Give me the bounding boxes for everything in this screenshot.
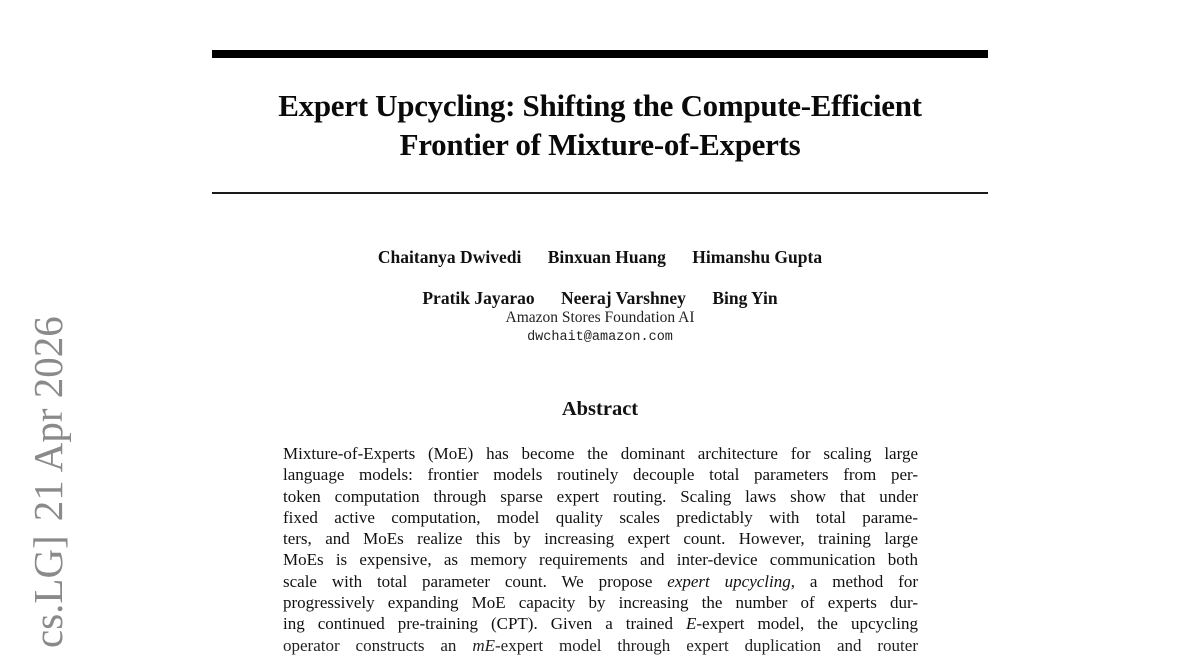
author-name: Bing Yin	[712, 288, 778, 308]
abstract-heading: Abstract	[561, 398, 639, 420]
abstract-text: -expert model, the upcycling	[696, 614, 919, 634]
abstract-line: language models: frontier models routinely decouple total parameters from per-	[283, 465, 918, 485]
author-name: Neeraj Varshney	[561, 288, 686, 308]
abstract-text: -expert model through expert duplication and router	[494, 635, 918, 655]
title-line-1: Expert Upcycling: Shifting the Compute-Efficient	[278, 88, 922, 123]
top-thick-rule	[212, 50, 988, 58]
author-name: Chaitanya Dwivedi	[377, 247, 522, 267]
abstract-math: mE	[472, 635, 495, 655]
affiliation: Amazon Stores Foundation AI	[505, 309, 695, 326]
abstract-text: , a method for	[790, 571, 919, 591]
abstract-body	[283, 443, 918, 656]
abstract-line: token computation through sparse expert routing. Scaling laws show that under	[283, 486, 918, 506]
abstract-line: progressively expanding MoE capacity by increasing the number of experts dur-	[283, 593, 918, 613]
author-name: Binxuan Huang	[547, 247, 666, 267]
authors-row-1	[212, 246, 988, 268]
abstract-math: E	[685, 614, 697, 634]
abstract-emphasis: expert upcycling	[667, 571, 791, 591]
abstract-line: MoEs is expensive, as memory requirements and inter-device communication both	[283, 550, 918, 570]
arxiv-category: cs.LG]	[25, 535, 71, 648]
title-line-2: Frontier of Mixture-of-Experts	[399, 127, 801, 162]
abstract-text: ing continued pre-training (CPT). Given a trained	[283, 614, 686, 634]
abstract-line	[283, 571, 918, 592]
arxiv-date: 21 Apr 2026	[25, 316, 71, 522]
author-name: Himanshu Gupta	[692, 247, 823, 267]
abstract-line: fixed active computation, model quality scales predictably with total parame-	[283, 507, 918, 527]
abstract-line	[283, 613, 918, 634]
abstract-line: Mixture-of-Experts (MoE) has become the dominant architecture for scaling large	[283, 444, 918, 463]
abstract-text: operator constructs an	[283, 635, 473, 655]
arxiv-side-stamp	[26, 316, 70, 648]
authors-row-2	[212, 287, 988, 309]
abstract-line: ters, and MoEs realize this by increasing expert count. However, training large	[283, 529, 918, 549]
abstract-text: scale with total parameter count. We propose	[283, 571, 668, 591]
author-name: Pratik Jayarao	[422, 288, 535, 308]
author-email: dwchait@amazon.com	[527, 330, 673, 345]
abstract-line	[283, 635, 918, 656]
title-bottom-rule	[212, 192, 988, 194]
paper-title	[212, 86, 988, 164]
